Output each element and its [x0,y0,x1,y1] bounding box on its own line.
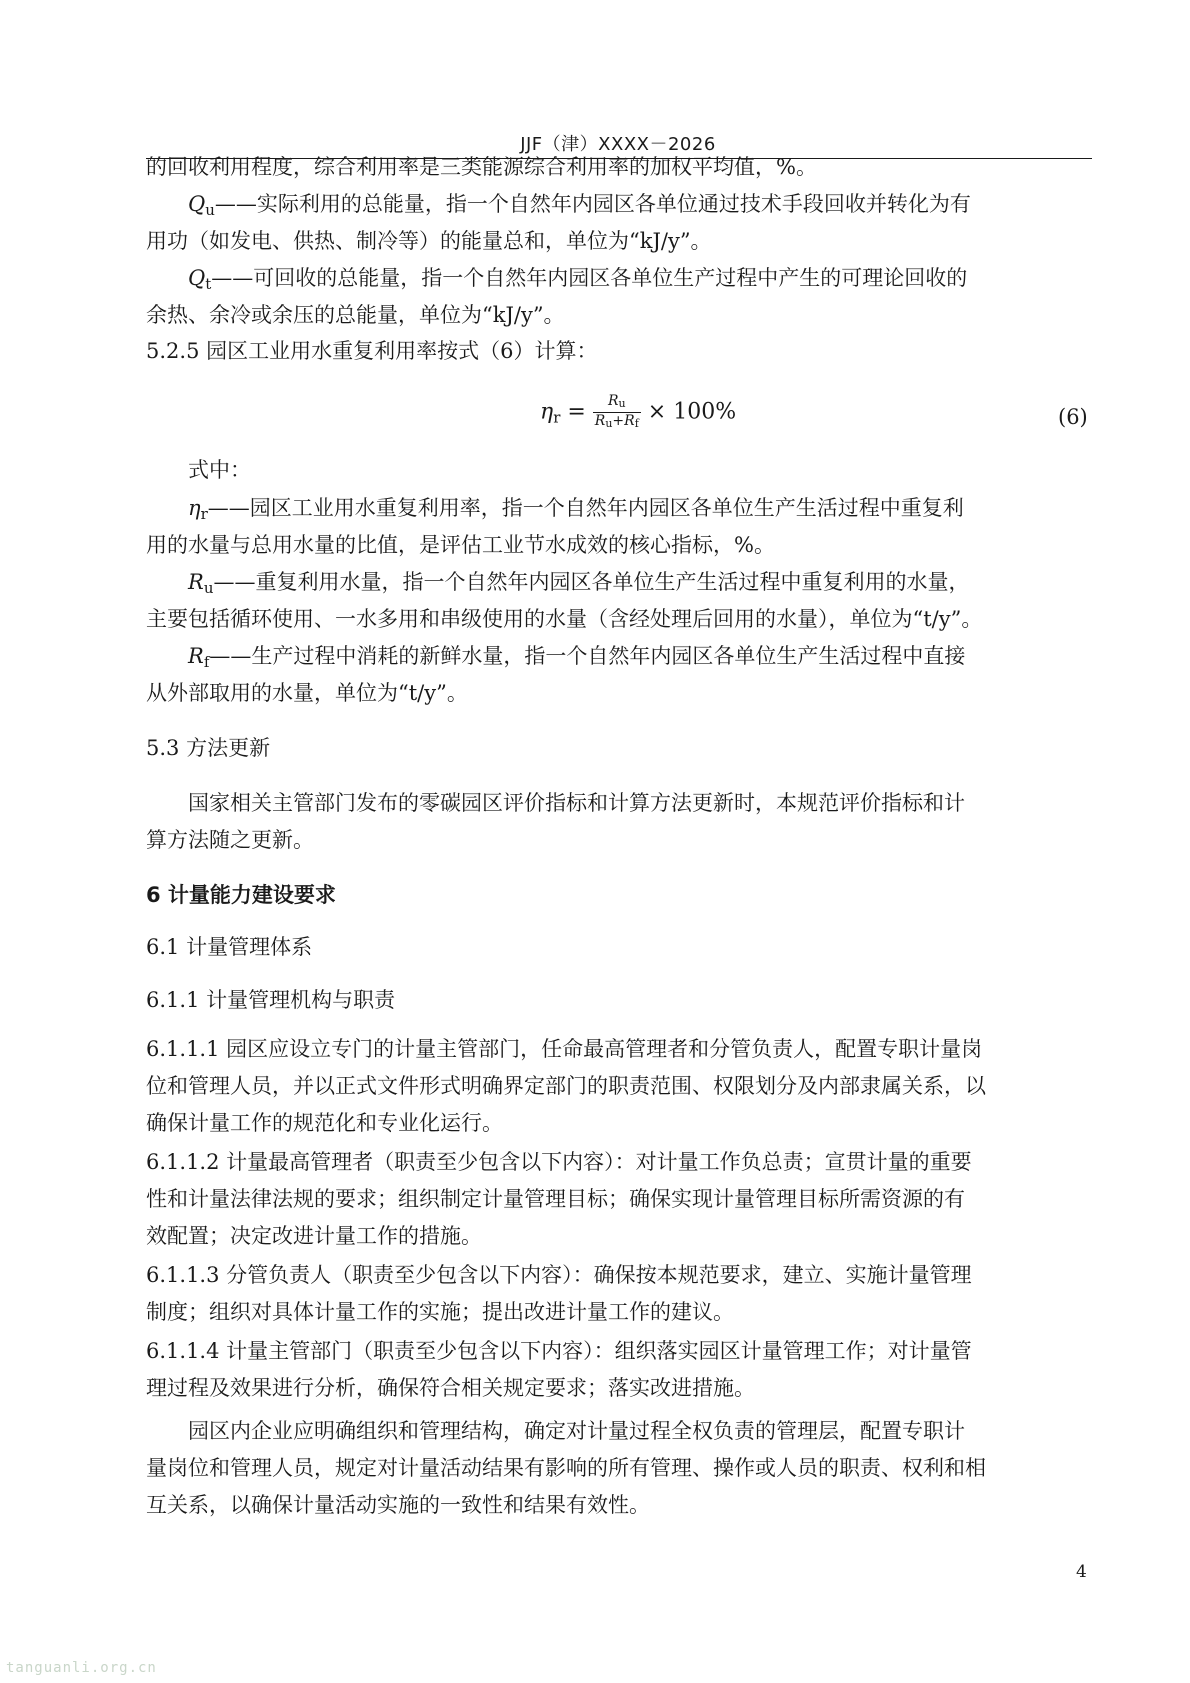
section-5-3-heading: 5.3 方法更新 [146,736,271,760]
denominator-symbol-1: R [594,413,606,429]
symbol-definition-qt [188,263,1092,299]
paragraph-line: 用的水量与总用水量的比值，是评估工业节水成效的核心指标，%。 [146,533,775,557]
where-label: 式中： [188,458,251,482]
paragraph-line: 余热、余冷或余压的总能量，单位为“kJ/y”。 [146,303,565,327]
symbol: η [188,496,201,520]
formula-lhs: η [540,399,554,425]
denominator-symbol-2: R [624,413,635,429]
symbol-subscript: u [205,201,215,219]
paragraph-line: 主要包括循环使用、一水多用和串级使用的水量（含经处理后回用的水量），单位为“t/y”。 [146,607,983,631]
formula-fraction [593,393,641,432]
clause-6-1-1-1: 6.1.1.1 园区应设立专门的计量主管部门，任命最高管理者和分管负责人，配置专职计量岗 [146,1037,983,1061]
paragraph-line: 互关系，以确保计量活动实施的一致性和结果有效性。 [146,1493,650,1517]
symbol-definition-ru [188,567,1092,603]
numerator-subscript: u [618,397,626,410]
symbol: R [188,570,204,594]
symbol: R [188,644,204,668]
section-6-1-heading: 6.1 计量管理体系 [146,935,313,959]
definition-text: ——实际利用的总能量，指一个自然年内园区各单位通过技术手段回收并转化为有 [214,192,971,216]
definition-text: ——重复利用水量，指一个自然年内园区各单位生产生活过程中重复利用的水量， [213,570,970,594]
watermark: tanguanli.org.cn [6,1660,157,1676]
clause-5-2-5: 5.2.5 园区工业用水重复利用率按式（6）计算： [146,339,598,363]
clause-6-1-1-3: 6.1.1.3 分管负责人（职责至少包含以下内容）：确保按本规范要求，建立、实施计量管理 [146,1263,972,1287]
definition-text: ——园区工业用水重复利用率，指一个自然年内园区各单位生产生活过程中重复利 [207,496,964,520]
paragraph-line: 园区内企业应明确组织和管理结构，确定对计量过程全权负责的管理层，配置专职计 [188,1419,965,1443]
paragraph-line: 量岗位和管理人员，规定对计量活动结果有影响的所有管理、操作或人员的职责、权利和相 [146,1456,986,1480]
paragraph-line: 国家相关主管部门发布的零碳园区评价指标和计算方法更新时，本规范评价指标和计 [188,791,965,815]
formula-equals: = [560,399,593,425]
paragraph-line: 理过程及效果进行分析，确保符合相关规定要求；落实改进措施。 [146,1376,755,1400]
symbol: Q [188,192,206,216]
formula-6 [540,393,736,432]
symbol-subscript: f [203,653,210,671]
paragraph-line: 确保计量工作的规范化和专业化运行。 [146,1111,503,1135]
clause-6-1-1-4: 6.1.1.4 计量主管部门（职责至少包含以下内容）：组织落实园区计量管理工作；对计量管 [146,1339,972,1363]
paragraph-line: 效配置；决定改进计量工作的措施。 [146,1224,482,1248]
formula-lhs-sub: r [553,408,561,427]
clause-6-1-1-2: 6.1.1.2 计量最高管理者（职责至少包含以下内容）：对计量工作负总责；宣贯计量的重要 [146,1150,972,1174]
definition-text: ——生产过程中消耗的新鲜水量，指一个自然年内园区各单位生产生活过程中直接 [209,644,966,668]
running-header: JJF（津）XXXX－2026 [520,134,716,155]
symbol-definition-qu [188,189,1092,225]
denominator-subscript-2: f [634,417,639,430]
paragraph-line: 用功（如发电、供热、制冷等）的能量总和，单位为“kJ/y”。 [146,229,712,253]
equation-number: (6) [1058,405,1088,429]
fraction-numerator [593,393,641,413]
formula-tail: × 100% [640,399,737,425]
symbol-subscript: u [203,579,214,597]
paragraph-line: 制度；组织对具体计量工作的实施；提出改进计量工作的建议。 [146,1300,734,1324]
denominator-plus: + [612,413,625,429]
page-number: 4 [1076,1562,1087,1582]
paragraph-line: 的回收利用程度，综合利用率是三类能源综合利用率的加权平均值，%。 [146,155,817,179]
chapter-6-heading: 6 计量能力建设要求 [146,883,336,907]
symbol-subscript: t [205,275,212,293]
paragraph-line: 从外部取用的水量，单位为“t/y”。 [146,681,468,705]
paragraph-line: 算方法随之更新。 [146,828,314,852]
symbol-definition-rf [188,641,1092,677]
symbol: Q [188,266,206,290]
numerator-symbol: R [607,393,619,409]
definition-text: ——可回收的总能量，指一个自然年内园区各单位生产过程中产生的可理论回收的 [211,266,968,290]
paragraph-line: 位和管理人员，并以正式文件形式明确界定部门的职责范围、权限划分及内部隶属关系，以 [146,1074,986,1098]
symbol-subscript: r [200,505,208,523]
section-6-1-1-heading: 6.1.1 计量管理机构与职责 [146,988,396,1012]
paragraph-line: 性和计量法律法规的要求；组织制定计量管理目标；确保实现计量管理目标所需资源的有 [146,1187,965,1211]
fraction-denominator [593,413,641,432]
denominator-subscript-1: u [605,417,613,430]
symbol-definition-eta [188,493,1092,529]
